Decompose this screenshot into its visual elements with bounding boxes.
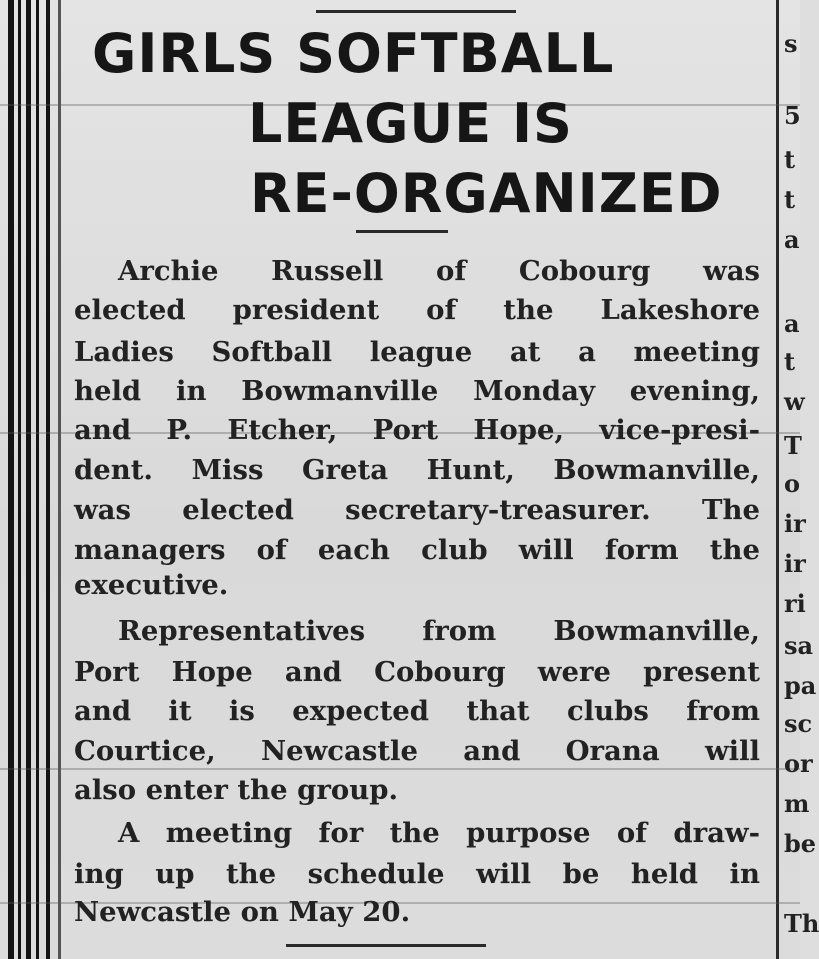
body-line: elected president of the Lakeshore <box>74 294 760 326</box>
body-line: Port Hope and Cobourg were present <box>74 656 760 688</box>
body-line: held in Bowmanville Monday evening, <box>74 375 760 407</box>
body-line: dent. Miss Greta Hunt, Bowmanville, <box>74 454 760 486</box>
body-line: Newcastle on May 20. <box>74 896 411 928</box>
column-fragment: w <box>784 387 805 416</box>
border-rule <box>36 0 39 959</box>
column-fragment: m <box>784 789 810 818</box>
body-line: managers of each club will form the <box>74 534 760 566</box>
body-line: and it is expected that clubs from <box>74 695 760 727</box>
column-fragment: 5 <box>784 101 801 130</box>
body-line: ing up the schedule will be held in <box>74 858 760 890</box>
border-rule <box>18 0 21 959</box>
top-divider <box>316 10 516 13</box>
column-fragment: sa <box>784 631 814 660</box>
column-fragment: o <box>784 469 801 498</box>
body-line: Courtice, Newcastle and Orana will <box>74 735 760 767</box>
border-rule <box>58 0 61 959</box>
column-fragment: pa <box>784 671 817 700</box>
column-fragment: t <box>784 185 796 214</box>
body-line: was elected secretary-treasurer. The <box>74 494 760 526</box>
column-fragment: be <box>784 829 817 858</box>
column-fragment: s <box>784 29 798 58</box>
column-fragment: sc <box>784 709 813 738</box>
body-line: Archie Russell of Cobourg was <box>118 255 760 287</box>
column-fragment: a <box>784 225 800 254</box>
border-rule <box>8 0 14 959</box>
body-line: A meeting for the purpose of draw- <box>118 817 760 849</box>
column-fragment: T <box>784 431 802 460</box>
column-fragment: t <box>784 347 796 376</box>
body-line: also enter the group. <box>74 774 399 806</box>
body-line: executive. <box>74 569 229 601</box>
headline-line-1: GIRLS SOFTBALL <box>92 22 615 85</box>
column-fragment: Th <box>784 909 819 938</box>
column-fragment: a <box>784 309 800 338</box>
column-fragment: or <box>784 749 813 778</box>
column-rule <box>776 0 779 959</box>
border-rule <box>26 0 31 959</box>
headline-divider <box>356 230 448 233</box>
column-fragment: ir <box>784 509 806 538</box>
column-fragment: ri <box>784 589 806 618</box>
body-line: Representatives from Bowmanville, <box>118 615 760 647</box>
column-fragment: ir <box>784 549 806 578</box>
body-line: and P. Etcher, Port Hope, vice-presi- <box>74 414 760 446</box>
column-fragment: t <box>784 145 796 174</box>
border-rule <box>46 0 50 959</box>
bottom-divider <box>286 944 486 947</box>
headline-line-3: RE-ORGANIZED <box>250 162 723 225</box>
body-line: Ladies Softball league at a meeting <box>74 336 760 368</box>
headline-line-2: LEAGUE IS <box>248 92 573 155</box>
